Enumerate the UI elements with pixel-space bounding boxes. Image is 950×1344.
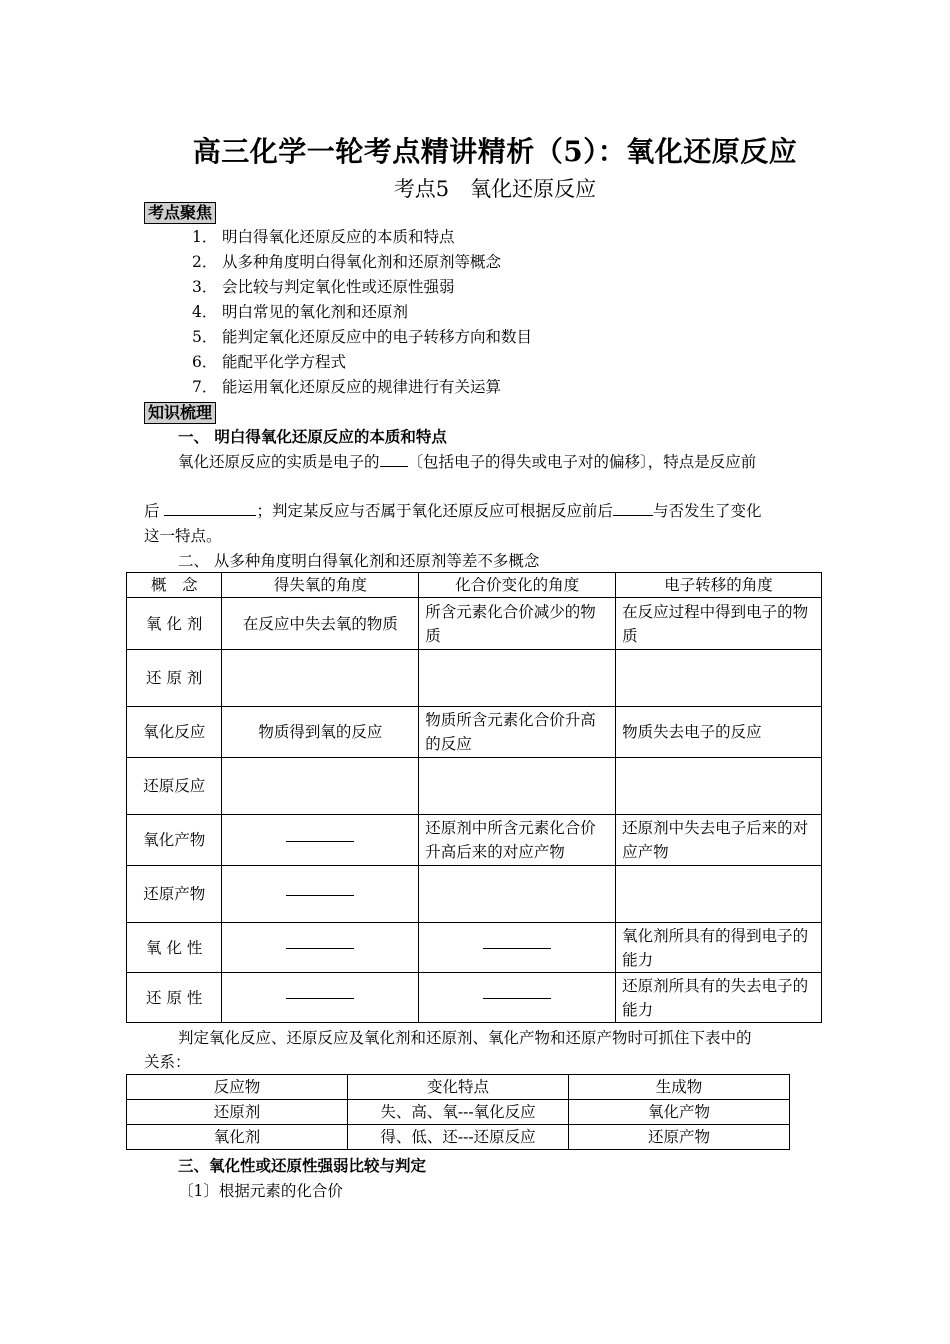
table-cell [222,815,419,866]
table-cell: 还原剂 [127,1100,348,1125]
part1-line3: 这一特点。 [144,527,222,545]
dash-mark [483,998,551,999]
table-row [127,815,822,866]
table-header-cell: 反应物 [127,1075,348,1100]
table-cell: 物质所含元素化合价升高的反应 [419,707,616,758]
part3-heading: 三、氧化性或还原性强弱比较与判定 [178,1156,427,1175]
concept-cell: 还 原 剂 [127,650,222,707]
concept-cell: 氧化产物 [127,815,222,866]
part2-after-line1: 判定氧化反应、还原反应及氧化剂和还原剂、氧化产物和还原产物时可抓住下表中的 [178,1029,752,1047]
table-header-row [127,573,822,598]
table-cell [419,923,616,973]
fill-blank [380,452,408,467]
goal-item: 5． 能判定氧化还原反应中的电子转移方向和数目 [192,328,533,346]
table-cell [419,973,616,1023]
concept-cell: 氧 化 性 [127,923,222,973]
fill-blank [164,501,256,516]
concept-cell: 还原产物 [127,866,222,923]
page-title: 高三化学一轮考点精讲精析（5）：氧化还原反应 [192,135,798,168]
part3-item1: 〔1〕根据元素的化合价 [178,1182,343,1200]
table-cell: 所含元素化合价减少的物质 [419,598,616,650]
table-cell: 还原剂中所含元素化合价升高后来的对应产物 [419,815,616,866]
table-cell: 物质得到氧的反应 [222,707,419,758]
part1-heading: 一、 明白得氧化还原反应的本质和特点 [178,427,447,446]
concept-cell: 还 原 性 [127,973,222,1023]
relation-table [126,1074,790,1150]
table-header-cell: 化合价变化的角度 [419,573,616,598]
table-header-row [127,1075,790,1100]
table-header-cell: 变化特点 [348,1075,569,1100]
table-cell: 还原产物 [569,1125,790,1150]
dash-mark [286,895,354,896]
goal-item: 6． 能配平化学方程式 [192,353,347,371]
goal-item: 3． 会比较与判定氧化性或还原性强弱 [192,278,455,296]
section-label-focus: 考点聚焦 [144,202,216,224]
table-row [127,598,822,650]
table-cell: 在反应中失去氧的物质 [222,598,419,650]
table-cell [222,923,419,973]
dash-mark [286,998,354,999]
goal-item: 1． 明白得氧化还原反应的本质和特点 [192,228,455,246]
dash-mark [286,948,354,949]
table-row [127,1100,790,1125]
table-cell: 氧化产物 [569,1100,790,1125]
table-cell [616,758,822,815]
table-row [127,923,822,973]
table-cell: 还原剂中失去电子后来的对应产物 [616,815,822,866]
table-cell: 在反应过程中得到电子的物质 [616,598,822,650]
table-cell [419,650,616,707]
table-row [127,758,822,815]
table-cell: 得、低、还---还原反应 [348,1125,569,1150]
table-row [127,650,822,707]
table-cell [222,973,419,1023]
table-cell: 还原剂所具有的失去电子的能力 [616,973,822,1023]
table-header-cell: 得失氧的角度 [222,573,419,598]
table-cell [222,866,419,923]
table-cell [419,758,616,815]
table-cell [616,650,822,707]
page-subtitle: 考点5 氧化还原反应 [393,177,597,201]
concept-cell: 还原反应 [127,758,222,815]
table-cell: 氧化剂 [127,1125,348,1150]
table-header-cell: 概 念 [127,573,222,598]
concept-table [126,572,822,1023]
table-cell [222,650,419,707]
table-cell: 物质失去电子的反应 [616,707,822,758]
part1-line2: 后 ；判定某反应与否属于氧化还原反应可根据反应前后 与否发生了变化 [144,502,762,520]
table-header-cell: 生成物 [569,1075,790,1100]
part1-line1: 氧化还原反应的实质是电子的 〔包括电子的得失或电子对的偏移〕，特点是反应前 [178,453,757,471]
part2-heading: 二、 从多种角度明白得氧化剂和还原剂等差不多概念 [178,552,540,570]
fill-blank [613,501,653,516]
concept-cell: 氧 化 剂 [127,598,222,650]
table-cell [419,866,616,923]
goal-item: 7． 能运用氧化还原反应的规律进行有关运算 [192,378,502,396]
goal-item: 2． 从多种角度明白得氧化剂和还原剂等概念 [192,253,502,271]
table-row [127,707,822,758]
concept-cell: 氧化反应 [127,707,222,758]
goal-item: 4． 明白常见的氧化剂和还原剂 [192,303,409,321]
table-header-cell: 电子转移的角度 [616,573,822,598]
table-cell [616,866,822,923]
table-cell: 失、高、氧---氧化反应 [348,1100,569,1125]
table-row [127,973,822,1023]
dash-mark [483,948,551,949]
dash-mark [286,841,354,842]
part2-after-line2: 关系： [144,1053,191,1071]
table-row [127,866,822,923]
section-label-knowledge: 知识梳理 [144,402,216,424]
table-cell [222,758,419,815]
table-cell: 氧化剂所具有的得到电子的能力 [616,923,822,973]
table-row [127,1125,790,1150]
